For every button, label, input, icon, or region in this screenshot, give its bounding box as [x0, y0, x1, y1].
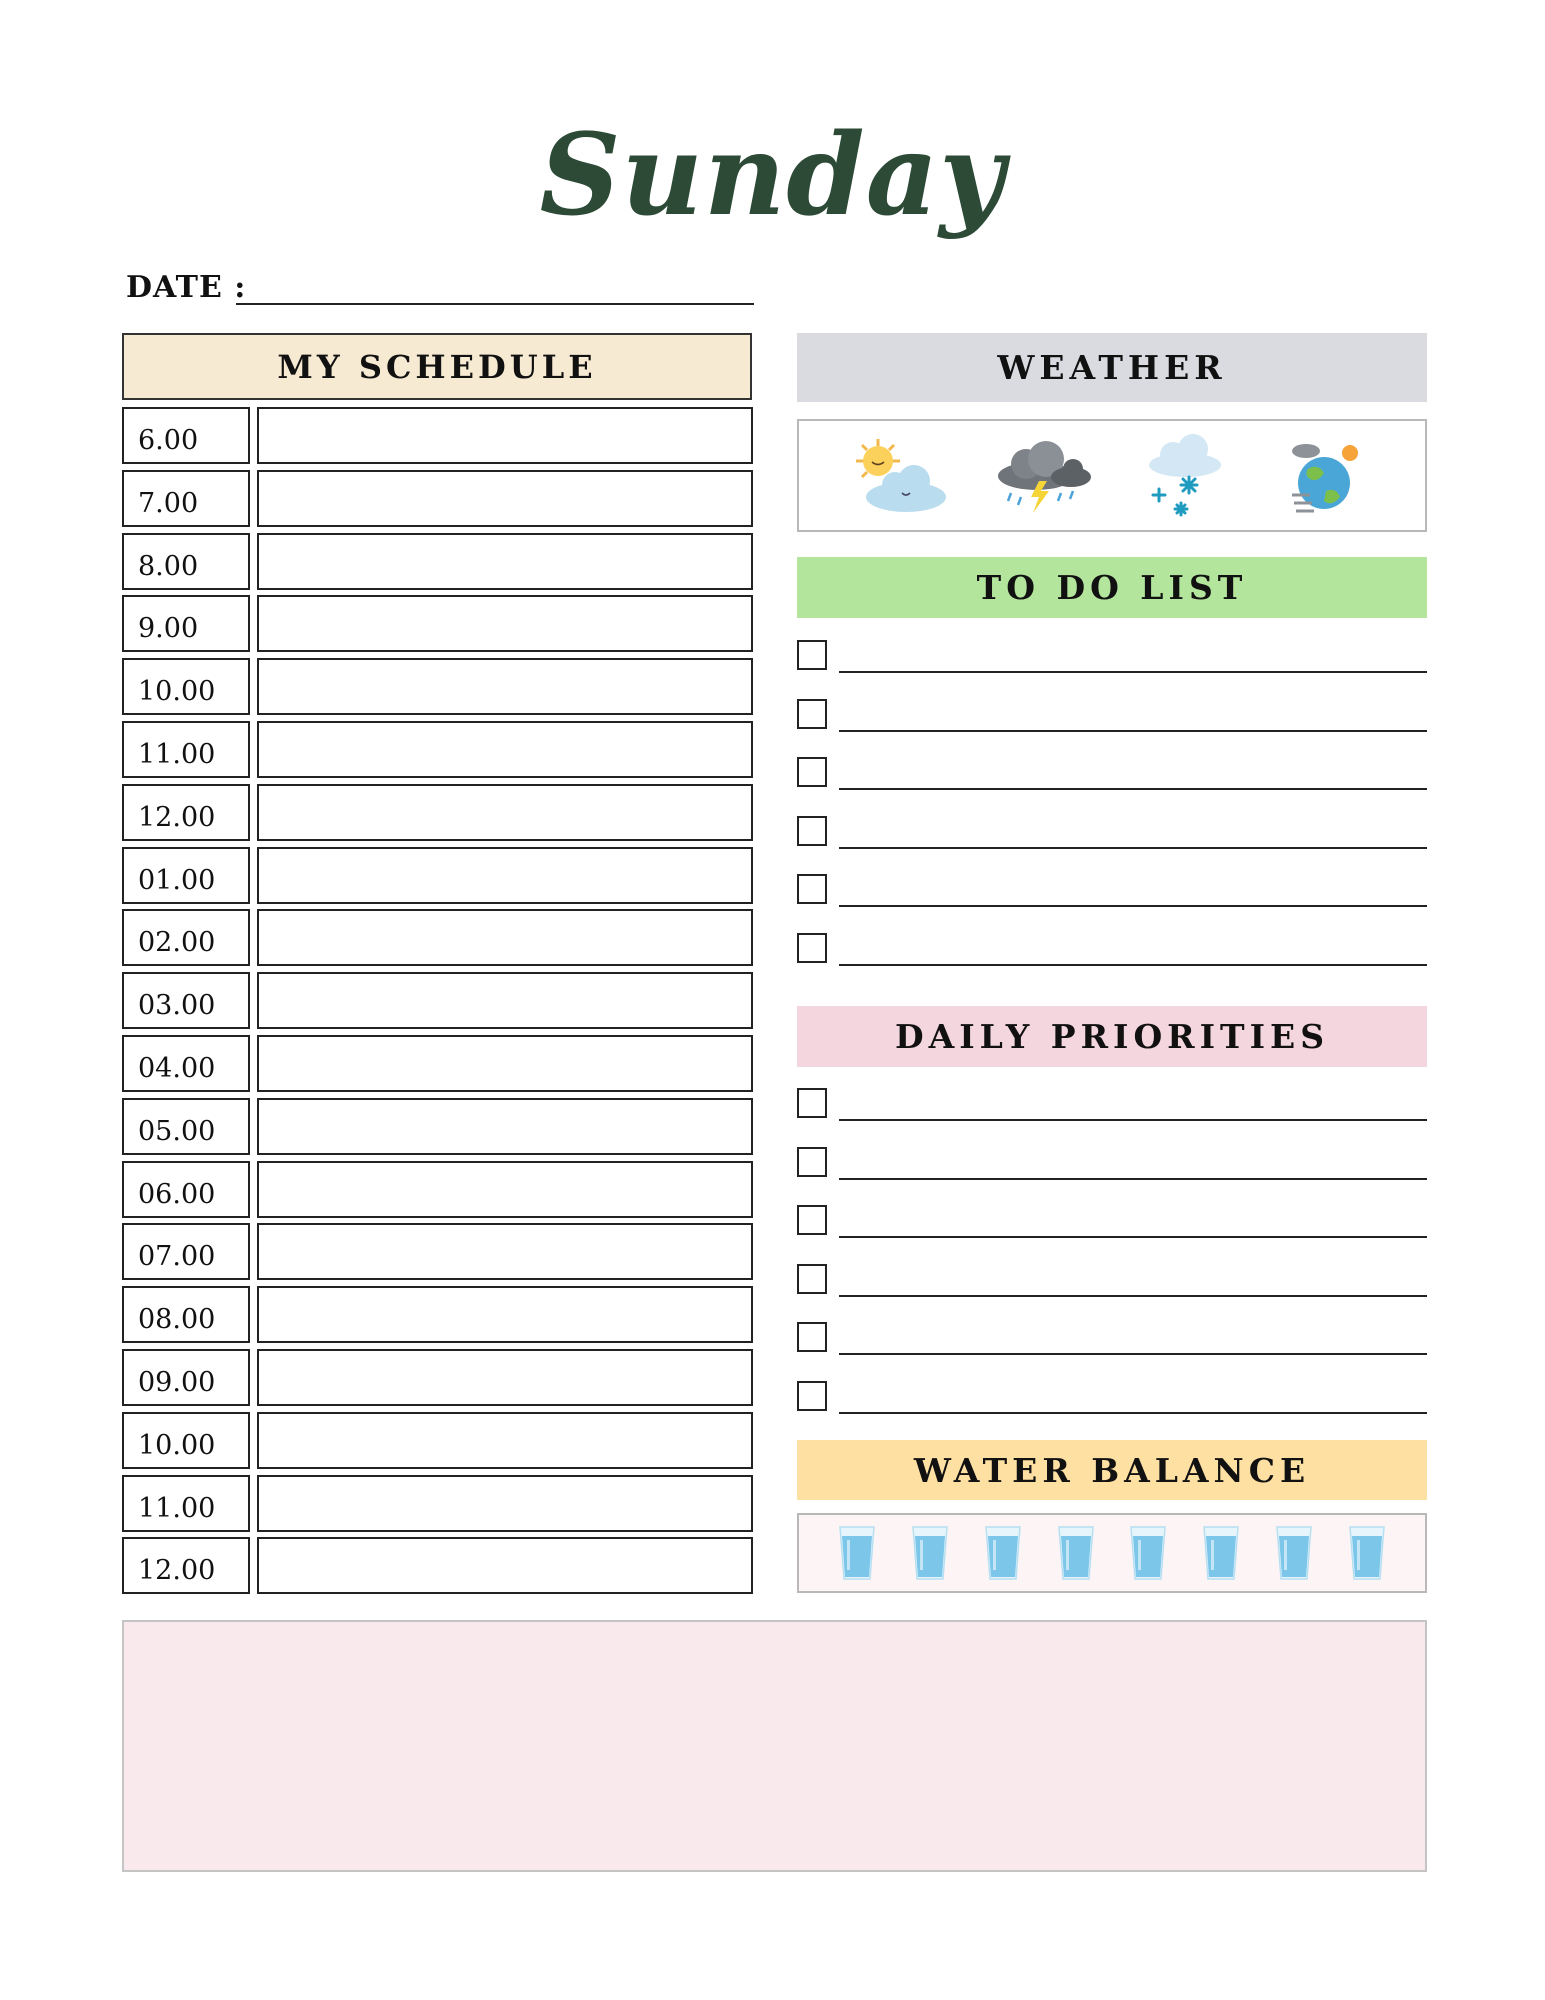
schedule-slot[interactable]: [257, 972, 753, 1029]
schedule-time: 11.00: [122, 1475, 250, 1532]
schedule-time: 12.00: [122, 1537, 250, 1594]
priority-line[interactable]: [839, 1295, 1427, 1297]
schedule-time: 10.00: [122, 1412, 250, 1469]
todo-checkbox[interactable]: [797, 933, 827, 963]
schedule-table: [122, 407, 756, 1600]
todo-line[interactable]: [839, 730, 1427, 732]
schedule-slot[interactable]: [257, 1537, 753, 1594]
schedule-slot[interactable]: [257, 1475, 753, 1532]
schedule-slot[interactable]: [257, 721, 753, 778]
schedule-time: 10.00: [122, 658, 250, 715]
todo-checkbox[interactable]: [797, 874, 827, 904]
weather-heading: WEATHER: [797, 333, 1427, 402]
todo-item: [797, 874, 1427, 933]
todo-line[interactable]: [839, 847, 1427, 849]
water-glass-icon[interactable]: [910, 1524, 950, 1582]
schedule-row: [122, 470, 756, 533]
schedule-slot[interactable]: [257, 1161, 753, 1218]
schedule-row: [122, 909, 756, 972]
schedule-time: 06.00: [122, 1161, 250, 1218]
schedule-time: 7.00: [122, 470, 250, 527]
schedule-slot[interactable]: [257, 1412, 753, 1469]
weather-options: [797, 419, 1427, 532]
schedule-time: 08.00: [122, 1286, 250, 1343]
priority-checkbox[interactable]: [797, 1381, 827, 1411]
water-glass-icon[interactable]: [1201, 1524, 1241, 1582]
water-glass-icon[interactable]: [837, 1524, 877, 1582]
priority-item: [797, 1322, 1427, 1381]
priority-checkbox[interactable]: [797, 1088, 827, 1118]
schedule-row: [122, 1161, 756, 1224]
priority-item: [797, 1381, 1427, 1440]
schedule-row: [122, 972, 756, 1035]
date-field[interactable]: [236, 303, 754, 305]
todo-line[interactable]: [839, 964, 1427, 966]
priorities-list: [797, 1088, 1427, 1439]
schedule-row: [122, 1035, 756, 1098]
schedule-slot[interactable]: [257, 658, 753, 715]
page-title: Sunday: [539, 110, 1006, 241]
schedule-slot[interactable]: [257, 784, 753, 841]
climate-earth-icon[interactable]: [1264, 431, 1384, 521]
schedule-time: 11.00: [122, 721, 250, 778]
water-glass-icon[interactable]: [983, 1524, 1023, 1582]
priority-item: [797, 1264, 1427, 1323]
todo-checkbox[interactable]: [797, 699, 827, 729]
schedule-row: [122, 1098, 756, 1161]
sun-cloud-icon[interactable]: [840, 431, 960, 521]
water-glass-icon[interactable]: [1347, 1524, 1387, 1582]
schedule-slot[interactable]: [257, 1223, 753, 1280]
schedule-slot[interactable]: [257, 1098, 753, 1155]
todo-item: [797, 816, 1427, 875]
schedule-row: [122, 533, 756, 596]
schedule-heading: MY SCHEDULE: [122, 333, 752, 400]
priority-line[interactable]: [839, 1119, 1427, 1121]
priority-checkbox[interactable]: [797, 1264, 827, 1294]
priority-item: [797, 1088, 1427, 1147]
priority-line[interactable]: [839, 1412, 1427, 1414]
water-balance-heading: WATER BALANCE: [797, 1440, 1427, 1500]
todo-item: [797, 933, 1427, 992]
schedule-row: [122, 1475, 756, 1538]
schedule-row: [122, 1412, 756, 1475]
schedule-slot[interactable]: [257, 847, 753, 904]
schedule-row: [122, 847, 756, 910]
water-glass-icon[interactable]: [1056, 1524, 1096, 1582]
schedule-row: [122, 1349, 756, 1412]
priority-checkbox[interactable]: [797, 1322, 827, 1352]
schedule-slot[interactable]: [257, 1349, 753, 1406]
schedule-time: 05.00: [122, 1098, 250, 1155]
todo-line[interactable]: [839, 671, 1427, 673]
schedule-row: [122, 407, 756, 470]
todo-line[interactable]: [839, 788, 1427, 790]
date-label: DATE :: [126, 270, 247, 305]
priority-checkbox[interactable]: [797, 1205, 827, 1235]
todo-item: [797, 757, 1427, 816]
schedule-time: 02.00: [122, 909, 250, 966]
notes-area[interactable]: [122, 1620, 1427, 1872]
schedule-slot[interactable]: [257, 407, 753, 464]
water-glass-icon[interactable]: [1274, 1524, 1314, 1582]
schedule-slot[interactable]: [257, 1286, 753, 1343]
schedule-row: [122, 1223, 756, 1286]
todo-item: [797, 699, 1427, 758]
schedule-time: 04.00: [122, 1035, 250, 1092]
snow-icon[interactable]: [1123, 431, 1243, 521]
priority-line[interactable]: [839, 1236, 1427, 1238]
schedule-row: [122, 1286, 756, 1349]
priority-item: [797, 1147, 1427, 1206]
schedule-slot[interactable]: [257, 533, 753, 590]
schedule-row: [122, 1537, 756, 1600]
schedule-time: 01.00: [122, 847, 250, 904]
water-glass-icon[interactable]: [1128, 1524, 1168, 1582]
todo-checkbox[interactable]: [797, 816, 827, 846]
schedule-slot[interactable]: [257, 1035, 753, 1092]
schedule-slot[interactable]: [257, 470, 753, 527]
schedule-time: 12.00: [122, 784, 250, 841]
schedule-time: 07.00: [122, 1223, 250, 1280]
priority-item: [797, 1205, 1427, 1264]
todo-line[interactable]: [839, 905, 1427, 907]
schedule-time: 9.00: [122, 595, 250, 652]
schedule-row: [122, 721, 756, 784]
todo-list: [797, 640, 1427, 991]
schedule-slot[interactable]: [257, 909, 753, 966]
schedule-time: 8.00: [122, 533, 250, 590]
schedule-time: 03.00: [122, 972, 250, 1029]
schedule-row: [122, 595, 756, 658]
priority-line[interactable]: [839, 1178, 1427, 1180]
water-glasses: [797, 1513, 1427, 1593]
todo-checkbox[interactable]: [797, 757, 827, 787]
schedule-time: 09.00: [122, 1349, 250, 1406]
schedule-time: 6.00: [122, 407, 250, 464]
schedule-row: [122, 784, 756, 847]
todo-heading: TO DO LIST: [797, 557, 1427, 618]
schedule-slot[interactable]: [257, 595, 753, 652]
todo-checkbox[interactable]: [797, 640, 827, 670]
todo-item: [797, 640, 1427, 699]
priorities-heading: DAILY PRIORITIES: [797, 1006, 1427, 1067]
priority-checkbox[interactable]: [797, 1147, 827, 1177]
thunderstorm-icon[interactable]: [981, 431, 1101, 521]
priority-line[interactable]: [839, 1353, 1427, 1355]
schedule-row: [122, 658, 756, 721]
